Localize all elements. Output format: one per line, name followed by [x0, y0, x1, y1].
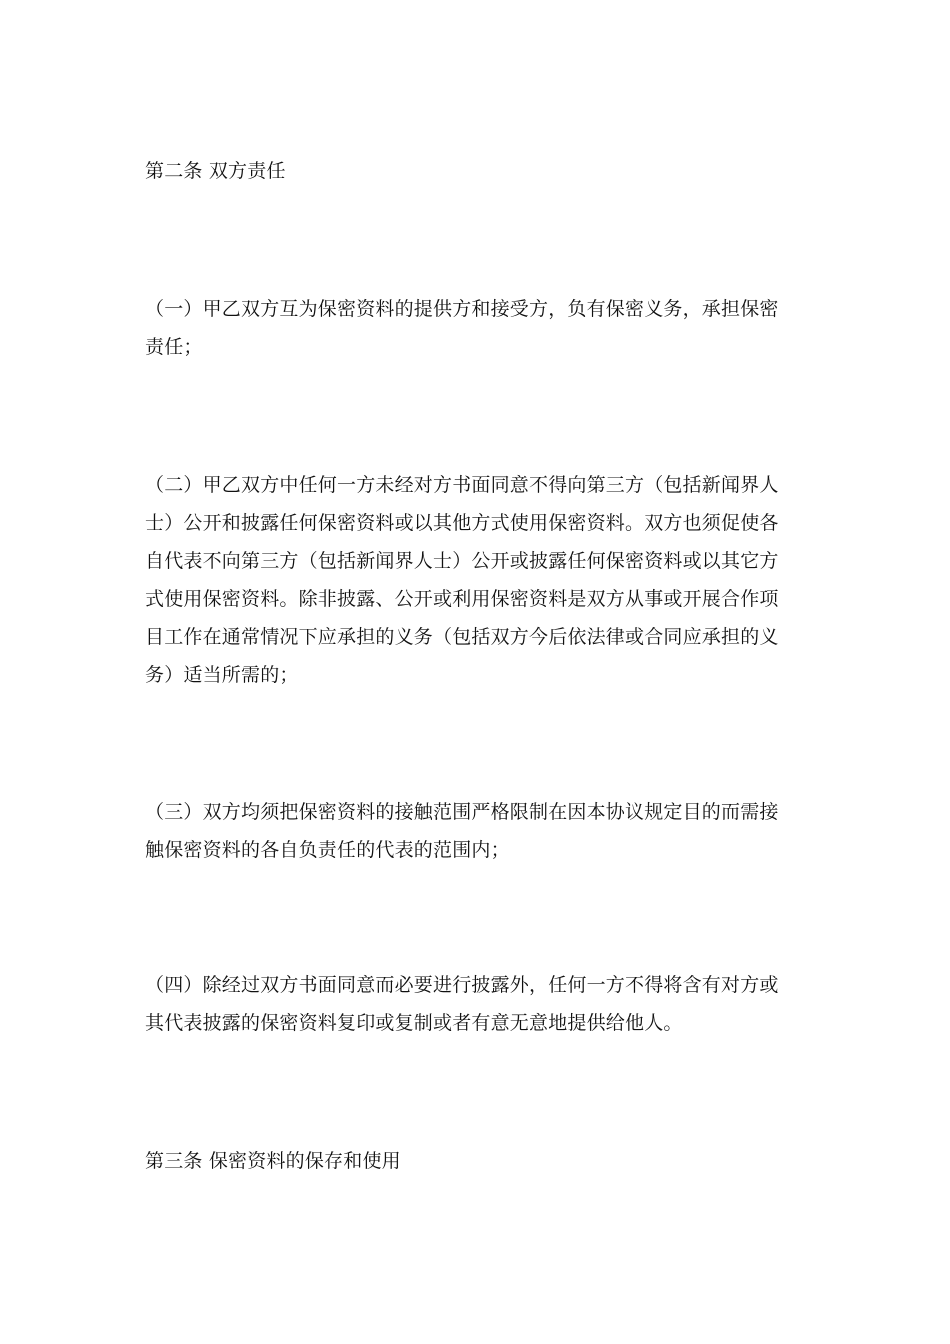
clause-3-paragraph: （三）双方均须把保密资料的接触范围严格限制在因本协议规定目的而需接触保密资料的各自负责任的代表的范围内；: [145, 801, 779, 861]
article-2-heading: 第二条 双方责任: [145, 160, 286, 182]
clause-4-paragraph: （四）除经过双方书面同意而必要进行披露外，任何一方不得将含有对方或其代表披露的保密资料复印或复制或者有意无意地提供给他人。: [145, 974, 779, 1034]
article-3-heading: 第三条 保密资料的保存和使用: [145, 1150, 401, 1172]
clause-2-paragraph: （二）甲乙双方中任何一方未经对方书面同意不得向第三方（包括新闻界人士）公开和披露任何保密资料或以其他方式使用保密资料。双方也须促使各自代表不向第三方（包括新闻界人士）公开或披露任何保密资料或以其它方式使用保密资料。除非披露、公开或利用保密资料是双方从事或开展合作项目工作在通常情况下应承担的义务（包括双方今后依法律或合同应承担的义务）适当所需的；: [145, 474, 779, 686]
clause-1-paragraph: （一）甲乙双方互为保密资料的提供方和接受方，负有保密义务，承担保密责任；: [145, 298, 779, 358]
